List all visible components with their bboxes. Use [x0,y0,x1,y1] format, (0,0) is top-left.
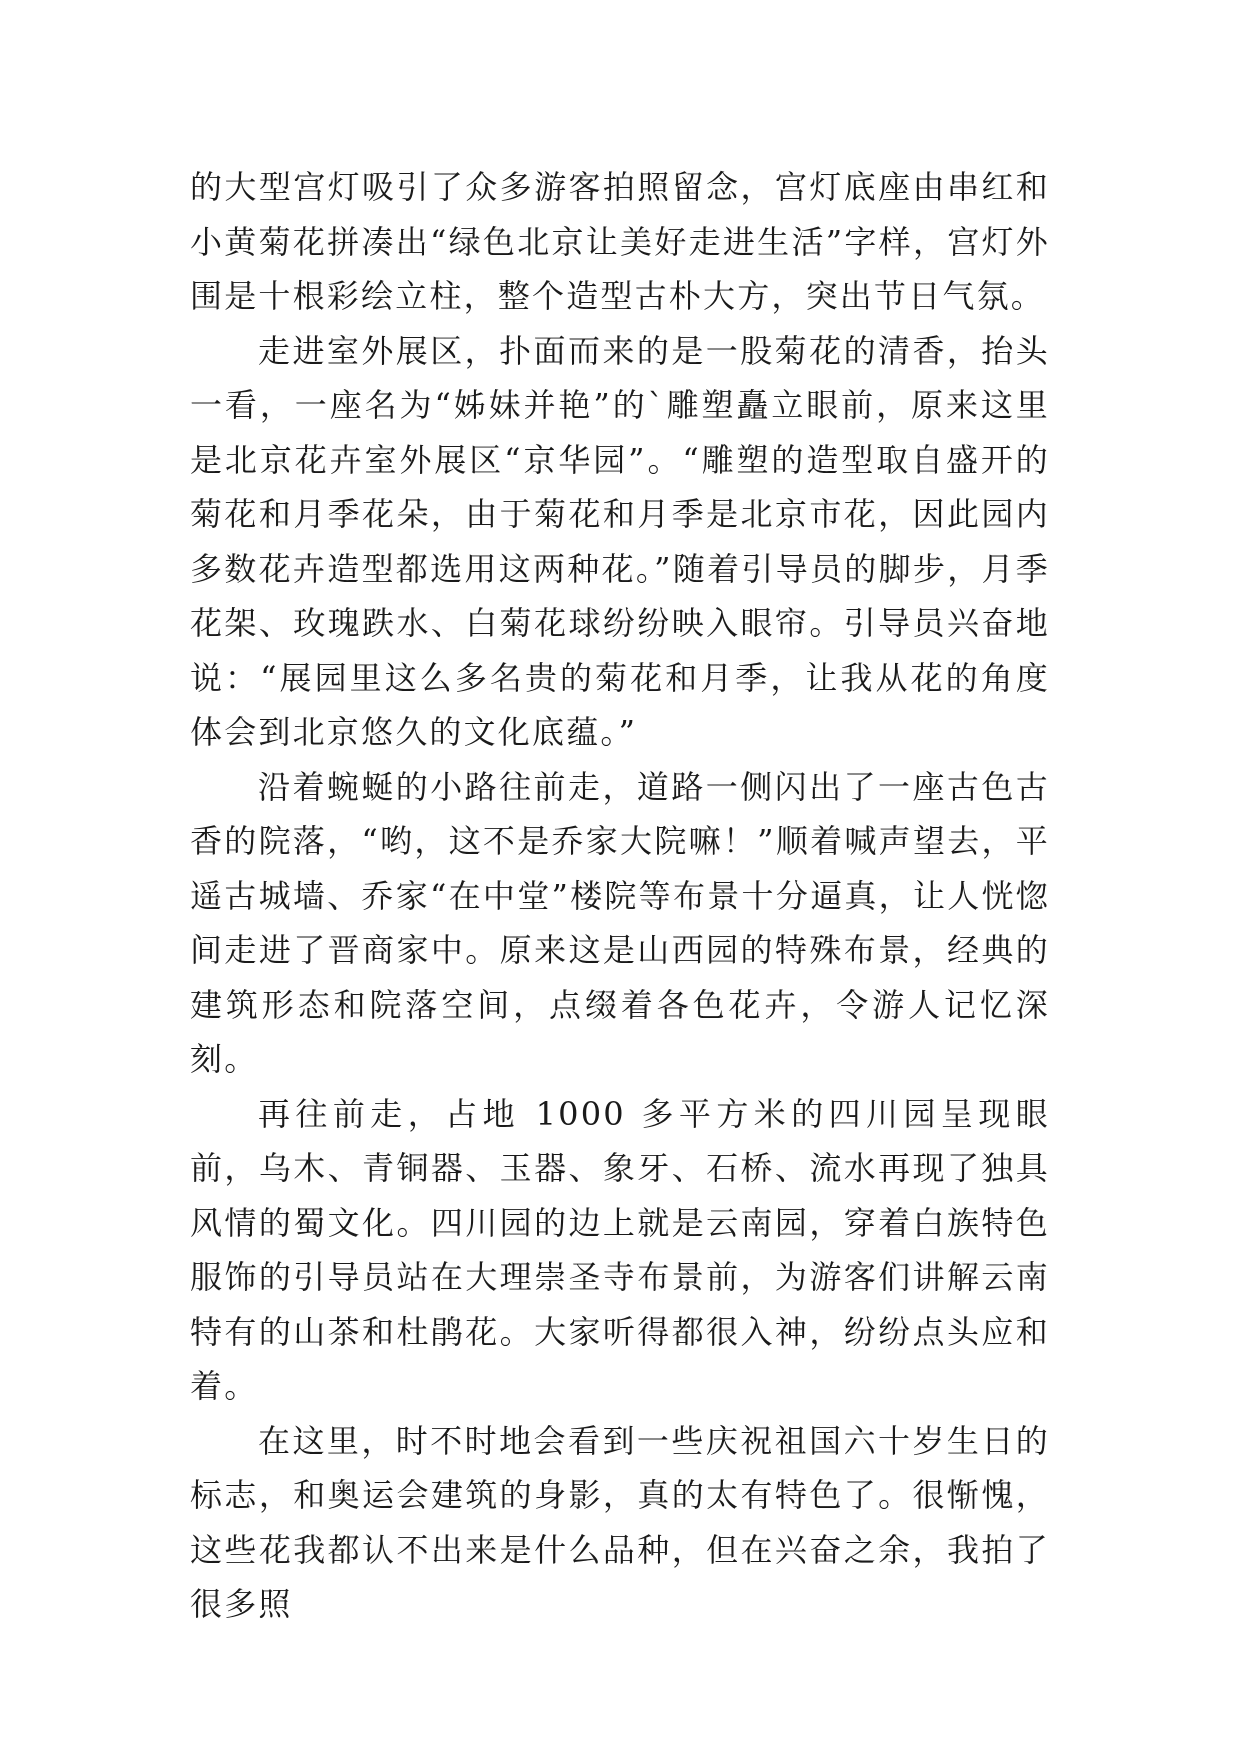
paragraph-3: 沿着蜿蜒的小路往前走，道路一侧闪出了一座古色古香的院落，“哟，这不是乔家大院嘛！”顺着喊声望去，平遥古城墙、乔家“在中堂”楼院等布景十分逼真，让人恍惚间走进了晋商家中。原来这是山西园的特殊布景，经典的建筑形态和院落空间，点缀着各色花卉，令游人记忆深刻。 [190,767,1050,1078]
paragraph-4: 再往前走，占地 1000 多平方米的四川园呈现眼前，乌木、青铜器、玉器、象牙、石桥、流水再现了独具风情的蜀文化。四川园的边上就是云南园，穿着白族特色服饰的引导员站在大理崇圣寺布景前，为游客们讲解云南特有的山茶和杜鹃花。大家听得都很入神，纷纷点头应和着。 [190,1094,1050,1405]
paragraph-5: 在这里，时不时地会看到一些庆祝祖国六十岁生日的标志，和奥运会建筑的身影，真的太有特色了。很惭愧，这些花我都认不出来是什么品种，但在兴奋之余，我拍了很多照 [190,1421,1050,1623]
paragraph-1: 的大型宫灯吸引了众多游客拍照留念，宫灯底座由串红和小黄菊花拼凑出“绿色北京让美好走进生活”字样，宫灯外围是十根彩绘立柱，整个造型古朴大方，突出节日气氛。 [190,168,1050,315]
paragraph-2: 走进室外展区，扑面而来的是一股菊花的清香，抬头一看，一座名为“姊妹并艳”的`雕塑矗立眼前，原来这里是北京花卉室外展区“京华园”。“雕塑的造型取自盛开的菊花和月季花朵，由于菊花和月季是北京市花，因此园内多数花卉造型都选用这两种花。”随着引导员的脚步，月季花架、玫瑰跌水、白菊花球纷纷映入眼帘。引导员兴奋地说：“展园里这么多名贵的菊花和月季，让我从花的角度体会到北京悠久的文化底蕴。” [190,331,1050,751]
body-text [190,160,1050,1632]
